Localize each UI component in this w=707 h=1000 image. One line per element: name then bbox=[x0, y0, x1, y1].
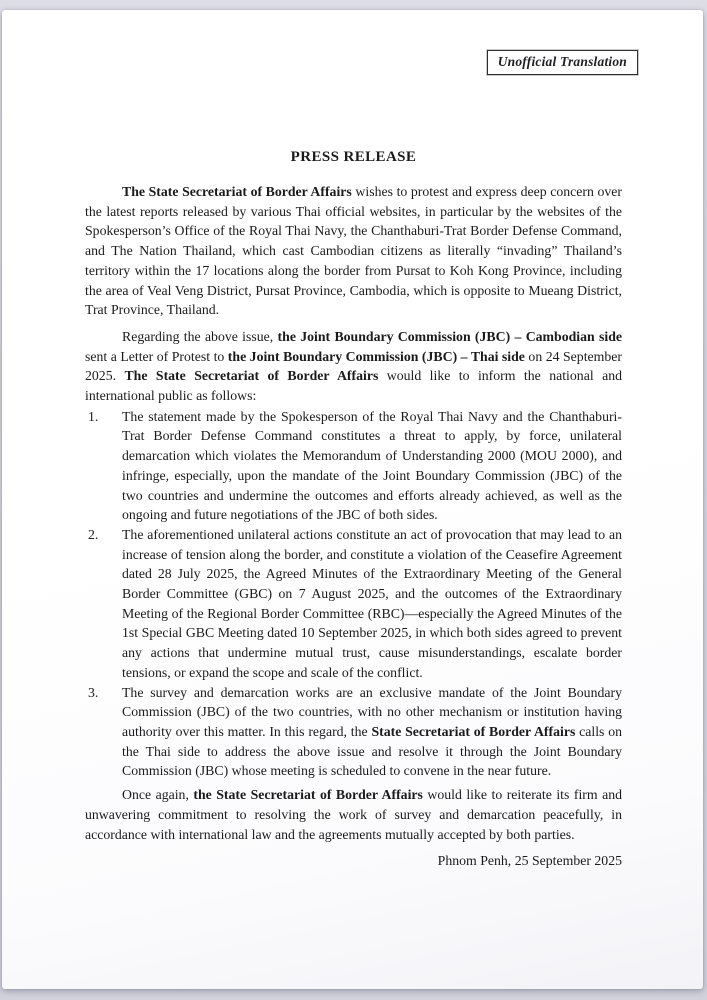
text-run: on 24 September 2025. bbox=[85, 348, 622, 384]
bold-run: The State Secretariat of Border Affairs bbox=[124, 368, 379, 384]
text-run: The statement made by the Spokesperson of the Royal Thai Navy and the Chanthaburi-Trat Border Defense Command constitutes a threat to apply, by force, unilateral demarcation which violates the Memorandum of Understanding 2000 (MOU 2000), and infringe, especially, upon the mandate of the Joint Boundary Commission (JBC) of the two countries and undermine the outcomes and efforts already achieved, as well as the ongoing and future negotiations of the JBC of both sides. bbox=[122, 408, 622, 523]
unofficial-translation-badge: Unofficial Translation bbox=[487, 50, 638, 75]
press-release-title: PRESS RELEASE bbox=[290, 149, 417, 165]
paragraph-regarding bbox=[85, 327, 622, 406]
list-item-1 bbox=[85, 407, 622, 525]
numbered-list bbox=[85, 407, 622, 781]
badge-row bbox=[85, 10, 638, 78]
document-page bbox=[2, 10, 703, 989]
bold-run: State Secretariat of Border Affairs bbox=[371, 723, 576, 739]
bold-run: The State Secretariat of Border Affairs bbox=[122, 184, 352, 199]
paragraph-closing bbox=[85, 785, 622, 844]
paragraph-intro bbox=[85, 182, 622, 320]
bold-run: the State Secretariat of Border Affairs bbox=[193, 787, 423, 803]
text-run: would like to reiterate its firm and unwavering commitment to resolving the work of survey and demarcation peacefully, in accordance with international law and the agreements mutually accepted by both parties. bbox=[85, 787, 622, 842]
list-item-2 bbox=[85, 525, 622, 683]
bold-run: the Joint Boundary Commission (JBC) – Thai side bbox=[227, 348, 525, 364]
date-line: Phnom Penh, 25 September 2025 bbox=[437, 853, 622, 869]
list-item-3 bbox=[85, 683, 622, 782]
text-run: wishes to protest and express deep concern over the latest reports released by various Thai official websites, in particular by the websites of the Spokesperson’s Office of the Royal Thai Navy, the Chanthaburi-Trat Border Defense Command, and The Nation Thailand, which cast Cambodian citizens as literally “invading” Thailand’s territory within the 17 locations along the border from Pursat to Koh Kong Province, including the area of Veal Veng District, Pursat Province, Cambodia, which is opposite to Mueang District, Trat Province, Thailand. bbox=[85, 184, 623, 318]
text-run: calls on the Thai side to address the above issue and resolve it through the Joint Boundary Commission (JBC) whose meeting is scheduled to convene in the near future. bbox=[122, 723, 622, 779]
text-run: sent a Letter of Protest to bbox=[85, 348, 228, 364]
text-run: The survey and demarcation works are an exclusive mandate of the Joint Boundary Commission (JBC) of the two countries, with no other mechanism or institution having authority over this matter. In this regard, the bbox=[122, 684, 622, 739]
list-number: 2. bbox=[88, 526, 99, 542]
list-number: 3. bbox=[88, 684, 99, 700]
bold-run: the Joint Boundary Commission (JBC) – Cambodian side bbox=[277, 328, 622, 344]
text-run: Once again, bbox=[122, 787, 194, 803]
text-run: Regarding the above issue, bbox=[122, 328, 278, 344]
text-run: The aforementioned unilateral actions constitute an act of provocation that may lead to an increase of tension along the border, and constitute a violation of the Ceasefire Agreement dated 28 July 2025, the Agreed Minutes of the Extraordinary Meeting of the General Border Committee (GBC) on 7 August 2025, and the outcomes of the Extraordinary Meeting of the Regional Border Committee (RBC)—especially the Agreed Minutes of the 1st Special GBC Meeting dated 10 September 2025, in which both sides agreed to prevent any actions that undermine mutual trust, cause misunderstandings, escalate border tensions, or expand the scope and scale of the conflict. bbox=[122, 526, 622, 680]
text-run: would like to inform the national and international public as follows: bbox=[85, 368, 622, 404]
list-number: 1. bbox=[88, 408, 99, 424]
